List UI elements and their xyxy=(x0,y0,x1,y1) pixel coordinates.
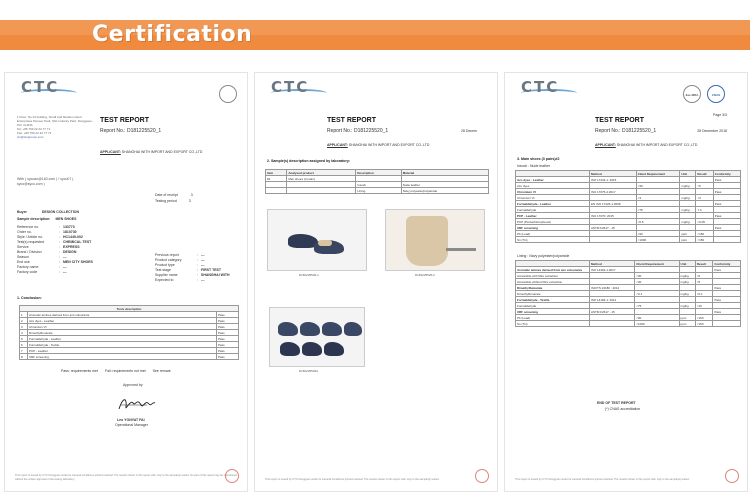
field-colon: : xyxy=(197,258,198,262)
conclusion-heading: 1. Conclusion: xyxy=(17,296,42,300)
cnas-note: (*) CNAS accreditation xyxy=(605,407,641,411)
field-value: HC1449-002 xyxy=(63,235,83,239)
results-table-insock xyxy=(515,170,741,243)
results-table-lining xyxy=(515,260,741,327)
logo-text: CTC xyxy=(521,78,560,96)
test-name: XRF screening xyxy=(28,354,217,360)
test-result: Pass xyxy=(217,354,239,360)
table-cell: <0.1 xyxy=(695,291,713,297)
field-value: --- xyxy=(201,263,205,267)
applicant-value: SHANGHAI WITH IMPORT AND EXPORT CO.,LTD xyxy=(121,150,203,154)
field-colon: : xyxy=(59,255,60,259)
field-colon: : xyxy=(59,265,60,269)
table-cell: mg/kg xyxy=(680,183,696,189)
table-header-cell: Method xyxy=(590,261,635,267)
field-value: --- xyxy=(63,265,67,269)
test-result: Pass xyxy=(217,312,239,318)
table-cell: ISO 14184-1: 2011 xyxy=(590,297,635,303)
table-cell: <16 xyxy=(695,303,713,309)
table-cell: <1000 xyxy=(635,321,679,327)
shoe-icon xyxy=(280,342,300,356)
field-value: --- xyxy=(63,255,67,259)
address-text: 1 Floor, No.14 building, Small and Medium sized Enterprises Pioneer Park, SSL Industry Park, Dongguan - P.R. CHINA xyxy=(17,115,94,127)
table-cell: mg/kg xyxy=(679,273,695,279)
table-cell: <30 xyxy=(635,279,679,285)
table-cell: EN ISO 17226-1:2008 xyxy=(590,201,637,207)
field-value: MEN CITY SHOES xyxy=(63,260,93,264)
table-cell: ISO 17070: 2015 xyxy=(590,213,637,219)
table-cell: ppm xyxy=(679,315,695,321)
table-cell: Aromatic amines derived from azo colourants xyxy=(516,267,590,273)
field-label: Previous report xyxy=(155,253,179,257)
table-cell: Pass xyxy=(713,285,741,291)
field-value: 133773 xyxy=(63,225,75,229)
table-cell: Pass xyxy=(713,225,740,231)
shoe-icon xyxy=(302,342,322,356)
table-cell: Pass xyxy=(713,177,740,183)
table-row xyxy=(516,321,741,327)
sample-fields xyxy=(17,225,127,275)
field-value: --- xyxy=(201,258,205,262)
table-header-cell: Unit xyxy=(679,261,695,267)
photo-2-caption: D181225520-2 xyxy=(415,273,435,277)
field-value: DESIGN xyxy=(63,250,77,254)
row-index: 8 xyxy=(20,354,28,360)
field-row xyxy=(155,278,245,283)
end-of-report: END OF TEST REPORT xyxy=(597,401,636,405)
field-value: EXPRESS xyxy=(63,245,80,249)
banner xyxy=(0,0,750,64)
table-cell: mg/kg xyxy=(680,219,696,225)
field-colon: : xyxy=(197,263,198,267)
page3-footer: This report is issued by CTC Dongguan under its General Conditions printed overleaf. The results shown in this report refer only to the sample(s) tested. xyxy=(515,477,690,481)
applicant-value: SHANGHAI WITH IMPORT AND EXPORT CO.,LTD xyxy=(616,143,698,147)
table-cell: Accessible with fibre extraction xyxy=(516,273,590,279)
field-value: 1810730 xyxy=(63,230,77,234)
banner-title: Certification xyxy=(92,22,253,47)
row-index: 3 xyxy=(20,324,28,330)
scissors-icon xyxy=(446,248,476,251)
table-cell: Pass xyxy=(713,267,741,273)
field-label: Reference no. xyxy=(17,225,39,229)
signer-role: Operational Manager xyxy=(115,423,148,427)
field-label: Style / Article no. xyxy=(17,235,44,239)
table-header-cell: Item xyxy=(266,170,287,176)
table-header-cell: Result xyxy=(695,261,713,267)
logo-text: CTC xyxy=(21,78,60,96)
applicant-label: APPLICANT: xyxy=(595,143,616,147)
table-cell xyxy=(266,188,287,194)
field-label: Season xyxy=(17,255,29,259)
table-cell: Pass xyxy=(713,201,740,207)
lab-address xyxy=(17,115,97,139)
table-cell: Accessible without fibre extraction xyxy=(516,279,590,285)
test-name: Dimethylfumarate xyxy=(28,330,217,336)
field-label: Factory name xyxy=(17,265,39,269)
row-index: 1 xyxy=(20,312,28,318)
table-cell: ISO 17075-2:2017 xyxy=(590,189,637,195)
table-cell: ISO 17234-1: 2015 xyxy=(590,177,637,183)
test-result: Pass xyxy=(217,330,239,336)
table-row xyxy=(266,188,489,194)
table-cell: Pass xyxy=(713,297,741,303)
table-cell: Pass xyxy=(713,309,741,315)
table-cell xyxy=(590,321,635,327)
table-header-cell: Client Requirement xyxy=(636,171,680,177)
shoe-icon xyxy=(322,322,342,336)
table-cell: mg/kg xyxy=(680,207,696,213)
table-header-cell: Analysed product xyxy=(287,170,356,176)
row-index: 7 xyxy=(20,348,28,354)
field-colon: : xyxy=(197,268,198,272)
row-index: 4 xyxy=(20,330,28,336)
table-cell: <150 xyxy=(695,321,713,327)
table-header-cell: Conformity xyxy=(713,261,741,267)
signer-name: Leo YONYAT FAI xyxy=(117,418,145,422)
table-cell: ppm xyxy=(679,321,695,327)
field-label: Test stage xyxy=(155,268,171,272)
test-name: Formaldehyde - Leather xyxy=(28,336,217,342)
testing-period-label: Testing period xyxy=(155,199,177,203)
field-colon: : xyxy=(197,253,198,257)
ctc-logo xyxy=(21,78,81,111)
field-label: Factory code xyxy=(17,270,38,274)
table-cell: <30 xyxy=(636,183,680,189)
test-result: Pass xyxy=(217,348,239,354)
table-cell: <0.1 xyxy=(635,291,679,297)
field-label: Supplier name xyxy=(155,273,178,277)
table-cell: <0.05 xyxy=(696,219,713,225)
report-page-2 xyxy=(254,72,498,492)
red-stamp-icon xyxy=(725,469,739,483)
test-result: Pass xyxy=(217,318,239,324)
testing-period-value: 3 xyxy=(188,199,191,203)
applicant-value: SHANGHAI WITH IMPORT AND EXPORT CO.,LTD xyxy=(348,143,430,147)
applicant-label: APPLICANT: xyxy=(100,150,121,154)
table-cell: <90 xyxy=(635,315,679,321)
contact-text: With ( sycoao@163.com ) / syco07 ( syco@syco.com ) xyxy=(17,177,74,186)
fax-text: Fax: +86 769 22 22 77 71 xyxy=(17,131,52,135)
field-value: FIRST TEST xyxy=(201,268,222,272)
table-cell: mg/kg xyxy=(680,195,696,201)
field-label: Test(s) requested xyxy=(17,240,45,244)
table-cell: <5 xyxy=(695,279,713,285)
field-value: CHEMICAL TEST xyxy=(63,240,92,244)
field-label: Product type xyxy=(155,263,175,267)
table-cell: <150 xyxy=(696,237,713,243)
red-stamp-icon xyxy=(225,469,239,483)
table-cell: Insock xyxy=(356,182,402,188)
ctc-logo xyxy=(271,78,331,111)
table-cell: Pass xyxy=(713,189,740,195)
report-page-1 xyxy=(4,72,248,492)
table-cell: <150 xyxy=(696,231,713,237)
table-cell: XRF screening xyxy=(516,309,590,315)
table-cell: <75 xyxy=(635,303,679,309)
ilac-seal: ilac-MRA xyxy=(683,85,701,103)
field-label: Brand / Division xyxy=(17,250,42,254)
table-cell: <0.5 xyxy=(636,219,680,225)
table-cell: <3 xyxy=(696,195,713,201)
table-cell: ppm xyxy=(680,231,696,237)
table-cell: PCP (Pentachlorophenol) xyxy=(516,219,590,225)
photo-1-caption: D181225520-1 xyxy=(299,273,319,277)
accreditation-seals xyxy=(169,85,239,105)
report-title: TEST REPORT xyxy=(327,117,377,124)
subhead-lining: Lining : Navy polyester/polyamide xyxy=(517,254,570,258)
table-cell: #2 xyxy=(266,176,287,182)
table-cell: Formaldehyde - Textile xyxy=(516,297,590,303)
ctc-logo xyxy=(521,78,581,111)
row-index: 6 xyxy=(20,342,28,348)
table-cell: 7.4 xyxy=(696,207,713,213)
test-result: Pass xyxy=(217,324,239,330)
red-stamp-icon xyxy=(475,469,489,483)
table-cell: Formaldehyde xyxy=(516,207,590,213)
table-cell: Sn (Tin) xyxy=(516,237,590,243)
sample-table xyxy=(265,169,489,194)
table-row xyxy=(516,237,741,243)
table-cell: Lining xyxy=(356,188,402,194)
legend-na: See remark xyxy=(152,369,171,373)
sample-photo-1 xyxy=(267,209,367,271)
buyer-value: DESIGN COLLECTION xyxy=(41,210,80,214)
table-cell: Men shoes (3 pairs) xyxy=(287,176,356,182)
field-value: --- xyxy=(201,278,205,282)
buyer-label: Buyer xyxy=(17,210,27,214)
row-index: 5 xyxy=(20,336,28,342)
field-colon: : xyxy=(197,273,198,277)
report-date: 28 Decem xyxy=(461,129,477,133)
conclusion-table-header: Tests description xyxy=(20,306,239,312)
table-cell: Navy polyester/polyamide xyxy=(401,188,488,194)
ilac-seal-icon xyxy=(219,85,237,103)
field-row xyxy=(17,270,127,275)
table-header-cell: Conformity xyxy=(713,171,740,177)
shoe-icon xyxy=(324,342,344,356)
page1-footer: This report is issued by CTC Dongguan under its General Conditions printed overleaf. The results shown in this report refer only to the sample(s) tested. No part of this report may be reproduced without the written approval of the testing laboratory. xyxy=(15,474,237,481)
table-cell: ISO 14362-1:2017 xyxy=(590,267,635,273)
legend-pass: Pass: requirements met xyxy=(61,369,98,373)
table-cell: Formaldehyde xyxy=(516,303,590,309)
test-name: Aromatic amines derived from azo colourants xyxy=(28,312,217,318)
table-cell: <150 xyxy=(695,315,713,321)
table-cell: Sn (Tin) xyxy=(516,321,590,327)
field-label: Order no. xyxy=(17,230,32,234)
row-index: 2 xyxy=(20,318,28,324)
applicant-label: APPLICANT: xyxy=(327,143,348,147)
sample-photo-3 xyxy=(269,307,365,367)
table-cell xyxy=(713,237,740,243)
field-colon: : xyxy=(59,225,60,229)
table-cell: Dimethylfumarate xyxy=(516,285,590,291)
table-cell: <3 xyxy=(636,195,680,201)
table-header-cell: Client Requirement xyxy=(635,261,679,267)
field-label: Product category xyxy=(155,258,182,262)
test-name: PCP - Leather xyxy=(28,348,217,354)
table-cell: Pb (Lead) xyxy=(516,315,590,321)
insole-icon xyxy=(318,240,332,246)
field-label: End use xyxy=(17,260,30,264)
table-header-cell: Method xyxy=(590,171,637,177)
field-colon: : xyxy=(59,235,60,239)
table-cell: Pass xyxy=(713,213,740,219)
table-cell: mg/kg xyxy=(679,303,695,309)
table-cell xyxy=(713,321,741,327)
table-cell: Azo dyes xyxy=(516,183,590,189)
table-cell: ASTM F2617 - 15 xyxy=(590,309,635,315)
field-colon: : xyxy=(59,270,60,274)
field-colon: : xyxy=(59,260,60,264)
field-colon: : xyxy=(59,250,60,254)
table-cell: Dimethylfumarate xyxy=(516,291,590,297)
field-value: SHANGHAI WITH xyxy=(201,273,230,277)
report-number: Report No.: D181225520_1 xyxy=(595,128,657,134)
field-colon: : xyxy=(59,240,60,244)
table-row xyxy=(20,354,239,360)
table-cell: <5 xyxy=(696,183,713,189)
table-cell: <1000 xyxy=(636,237,680,243)
table-cell: <75 xyxy=(636,207,680,213)
field-label: Service xyxy=(17,245,29,249)
table-cell: ASTM F2617 - 15 xyxy=(590,225,637,231)
table-cell: mg/kg xyxy=(679,291,695,297)
shoe-icon xyxy=(278,322,298,336)
sample-desc-value: MEN SHOES xyxy=(55,217,77,221)
test-result: Pass xyxy=(217,342,239,348)
tel-text: Tel: +86 769 22 22 77 71 xyxy=(17,127,51,131)
signature-icon xyxy=(117,395,157,413)
section-3-heading: 3. Main shoes (3 pairs)#2 xyxy=(517,157,560,161)
sample-fields-right xyxy=(155,253,245,283)
table-cell xyxy=(287,188,356,194)
report-title: TEST REPORT xyxy=(595,117,645,124)
field-colon: : xyxy=(59,245,60,249)
table-cell: Formaldehyde - Leather xyxy=(516,201,590,207)
table-cell: <30 xyxy=(635,273,679,279)
report-title: TEST REPORT xyxy=(100,117,150,124)
table-header-cell: Material xyxy=(401,170,488,176)
section-2-heading: 2. Sample(s) description assigned by laboratory: xyxy=(267,159,351,163)
report-date: 28 December 2018 xyxy=(697,129,727,133)
test-name: Formaldehyde - Textile xyxy=(28,342,217,348)
conclusion-table xyxy=(19,305,239,360)
table-cell: Azo dyes - Leather xyxy=(516,177,590,183)
test-name: Chromium VI xyxy=(28,324,217,330)
table-header-cell: Unit xyxy=(680,171,696,177)
email-text: ctc@ctcgroups.com xyxy=(17,135,44,139)
sample-photo-2 xyxy=(385,209,485,271)
shoe-icon xyxy=(344,322,362,336)
table-cell: Nude leather xyxy=(401,182,488,188)
table-header-cell: Result xyxy=(696,171,713,177)
table-cell: XRF screening xyxy=(516,225,590,231)
shoe-icon xyxy=(300,322,320,336)
legend-fail: Fail: requirements not met xyxy=(104,369,146,373)
date-receipt-label: Date of receipt xyxy=(155,193,178,197)
report-number: Report No.: D181225520_1 xyxy=(100,128,162,134)
table-cell xyxy=(590,237,637,243)
table-cell: <90 xyxy=(636,231,680,237)
date-receipt-value: 3 xyxy=(190,193,193,197)
table-cell: mg/kg xyxy=(679,279,695,285)
sample-desc-label: Sample description: xyxy=(17,217,51,221)
table-cell: Chromium VI xyxy=(516,195,590,201)
insock-icon xyxy=(406,216,448,266)
field-label: Expected to xyxy=(155,278,174,282)
table-header-cell: Description xyxy=(356,170,402,176)
table-cell: Chromium VI xyxy=(516,189,590,195)
table-cell: ppm xyxy=(680,237,696,243)
table-cell: PCP - Leather xyxy=(516,213,590,219)
photo-3-caption: D181225520A xyxy=(299,369,319,373)
report-number: Report No.: D181225520_1 xyxy=(327,128,389,134)
field-colon: : xyxy=(59,230,60,234)
page-number: Page 3/3 xyxy=(712,113,727,117)
table-cell: Pb (Lead) xyxy=(516,231,590,237)
approved-by-label: Approved by xyxy=(123,383,143,387)
table-cell: ISO/TS 16186 : 2012 xyxy=(590,285,635,291)
logo-text: CTC xyxy=(271,78,310,96)
field-value: --- xyxy=(201,253,205,257)
page2-footer: This report is issued by CTC Dongguan under its General Conditions printed overleaf. The results shown in this report refer only to the sample(s) tested. xyxy=(265,477,440,481)
accreditation-seals xyxy=(669,85,739,105)
subhead-insock: Insock : Nude leather xyxy=(517,164,551,168)
test-result: Pass xyxy=(217,336,239,342)
field-value: --- xyxy=(63,270,67,274)
report-page-3 xyxy=(504,72,748,492)
field-colon: : xyxy=(197,278,198,282)
test-name: Azo dyes - Leather xyxy=(28,318,217,324)
table-cell: <5 xyxy=(695,273,713,279)
cnas-seal: CNAS xyxy=(707,85,725,103)
